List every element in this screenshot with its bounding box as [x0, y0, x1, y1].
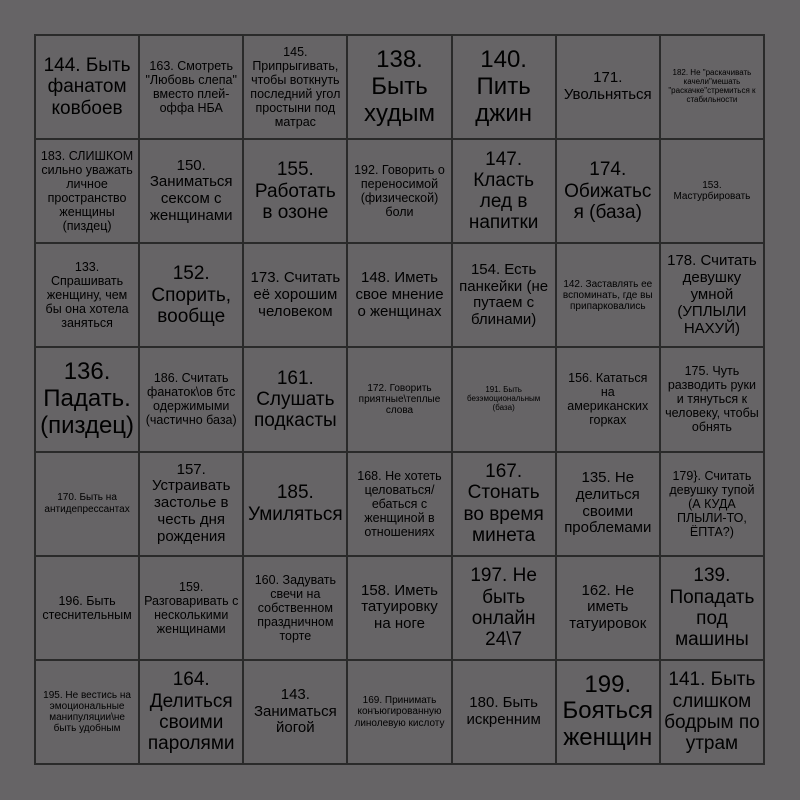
- bingo-cell: 140. Пить джин: [452, 35, 556, 139]
- bingo-cell: 175. Чуть разводить руки и тянуться к человеку, чтобы обнять: [660, 347, 764, 451]
- bingo-cell: 143. Заниматься йогой: [243, 660, 347, 764]
- bingo-cell: 154. Есть панкейки (не путаем с блинами): [452, 243, 556, 347]
- bingo-cell: 183. СЛИШКОМ сильно уважать личное пространство женщины (пиздец): [35, 139, 139, 243]
- bingo-cell: 192. Говорить о переносимой (физической) боли: [347, 139, 451, 243]
- bingo-cell: 136. Падать. (пиздец): [35, 347, 139, 451]
- bingo-cell: 199. Бояться женщин: [556, 660, 660, 764]
- bingo-cell: 191. Быть безэмоциональным (база): [452, 347, 556, 451]
- bingo-cell: 158. Иметь татуировку на ноге: [347, 556, 451, 660]
- bingo-cell: 155. Работать в озоне: [243, 139, 347, 243]
- bingo-cell: 147. Класть лед в напитки: [452, 139, 556, 243]
- bingo-cell: 148. Иметь свое мнение о женщинах: [347, 243, 451, 347]
- bingo-cell: 197. Не быть онлайн 24\7: [452, 556, 556, 660]
- bingo-cell: 196. Быть стеснительным: [35, 556, 139, 660]
- bingo-cell: 169. Принимать конъюгированную линолевую кислоту: [347, 660, 451, 764]
- bingo-cell: 170. Быть на антидепрессантах: [35, 452, 139, 556]
- bingo-cell: 159. Разговаривать с несколькими женщинами: [139, 556, 243, 660]
- bingo-cell: 135. Не делиться своими проблемами: [556, 452, 660, 556]
- bingo-cell: 153. Мастурбировать: [660, 139, 764, 243]
- bingo-cell: 160. Задувать свечи на собственном праздничном торте: [243, 556, 347, 660]
- bingo-cell: 139. Попадать под машины: [660, 556, 764, 660]
- bingo-cell: 156. Кататься на американских горках: [556, 347, 660, 451]
- bingo-cell: 161. Слушать подкасты: [243, 347, 347, 451]
- bingo-cell: 168. Не хотеть целоваться/ ебаться с женщиной в отношениях: [347, 452, 451, 556]
- bingo-cell: 163. Смотреть "Любовь слепа" вместо плей-оффа НБА: [139, 35, 243, 139]
- bingo-cell: 138. Быть худым: [347, 35, 451, 139]
- bingo-cell: 173. Считать её хорошим человеком: [243, 243, 347, 347]
- bingo-cell: 167. Стонать во время минета: [452, 452, 556, 556]
- bingo-cell: 144. Быть фанатом ковбоев: [35, 35, 139, 139]
- bingo-cell: 186. Считать фанаток\ов бтс одержимыми (частично база): [139, 347, 243, 451]
- bingo-cell: 162. Не иметь татуировок: [556, 556, 660, 660]
- bingo-cell: 178. Считать девушку умной (УПЛЫЛИ НАХУЙ): [660, 243, 764, 347]
- bingo-cell: 195. Не вестись на эмоциональные манипуляции\не быть удобным: [35, 660, 139, 764]
- bingo-cell: 142. Заставлять ее вспоминать, где вы припарковались: [556, 243, 660, 347]
- bingo-cell: 150. Заниматься сексом с женщинами: [139, 139, 243, 243]
- bingo-board: [34, 34, 765, 765]
- bingo-cell: 164. Делиться своими паролями: [139, 660, 243, 764]
- bingo-cell: 185. Умиляться: [243, 452, 347, 556]
- bingo-cell: 152. Спорить, вообще: [139, 243, 243, 347]
- bingo-cell: 141. Быть слишком бодрым по утрам: [660, 660, 764, 764]
- bingo-cell: 145. Припрыгивать, чтобы воткнуть последний угол простыни под матрас: [243, 35, 347, 139]
- bingo-cell: 133. Спрашивать женщину, чем бы она хотела заняться: [35, 243, 139, 347]
- bingo-cell: 171. Увольняться: [556, 35, 660, 139]
- bingo-cell: 179}. Считать девушку тупой (А КУДА ПЛЫЛИ-ТО, ЁПТА?): [660, 452, 764, 556]
- bingo-cell: 182. Не "раскачивать качели"мешать "раскачке"стремиться к стабильности: [660, 35, 764, 139]
- bingo-cell: 172. Говорить приятные\теплые слова: [347, 347, 451, 451]
- bingo-cell: 180. Быть искренним: [452, 660, 556, 764]
- bingo-cell: 174. Обижаться (база): [556, 139, 660, 243]
- bingo-cell: 157. Устраивать застолье в честь дня рождения: [139, 452, 243, 556]
